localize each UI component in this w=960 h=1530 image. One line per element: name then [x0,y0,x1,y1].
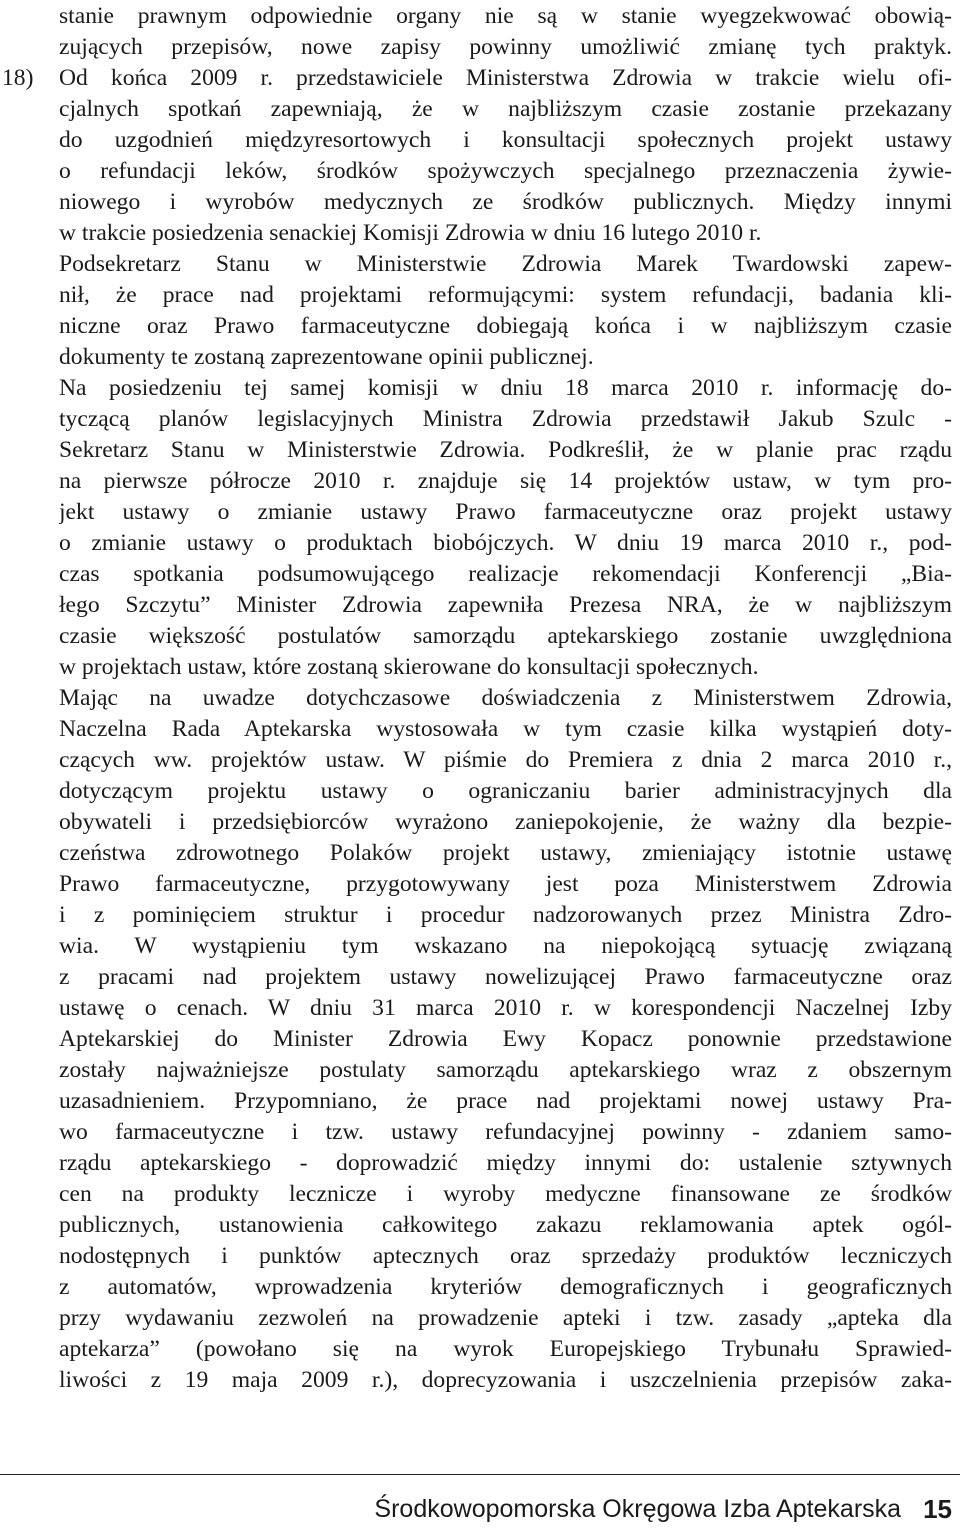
text-line: w trakcie posiedzenia senackiej Komisji Zdrowia w dniu 16 lutego 2010 r. [59,220,762,246]
text-line: do uzgodnień międzyresortowych i konsultacji społecznych projekt ustawy [59,127,952,153]
text-line: w projektach ustaw, które zostaną skierowane do konsultacji społecznych. [59,654,759,680]
text-line: o refundacji leków, środków spożywczych specjalnego przeznaczenia żywie- [59,158,952,184]
text-line: Od końca 2009 r. przedstawiciele Ministerstwa Zdrowia w trakcie wielu ofi- [59,65,952,91]
text-line: czas spotkania podsumowującego realizacje rekomendacji Konferencji „Bia- [59,561,952,587]
text-line: cen na produkty lecznicze i wyroby medyczne finansowane ze środków [59,1181,952,1207]
text-line: publicznych, ustanowienia całkowitego zakazu reklamowania aptek ogól- [59,1212,952,1238]
text-line: niowego i wyrobów medycznych ze środków publicznych. Między innymi [59,189,952,215]
text-line: nił, że prace nad projektami reformującymi: system refundacji, badania kli- [59,282,952,308]
text-line: o zmianie ustawy o produktach biobójczych. W dniu 19 marca 2010 r., pod- [59,530,952,556]
text-line: łego Szczytu” Minister Zdrowia zapewniła Prezesa NRA, że w najbliższym [59,592,952,618]
text-line: czeństwa zdrowotnego Polaków projekt ustawy, zmieniający istotnie ustawę [59,840,952,866]
text-line: przy wydawaniu zezwoleń na prowadzenie apteki i tzw. zasady „apteka dla [59,1305,952,1331]
text-line: z automatów, wprowadzenia kryteriów demograficznych i geograficznych [59,1274,952,1300]
text-line: na pierwsze półrocze 2010 r. znajduje się 14 projektów ustaw, w tym pro- [59,468,952,494]
text-line: ustawę o cenach. W dniu 31 marca 2010 r. w korespondencji Naczelnej Izby [59,995,952,1021]
text-line: jekt ustawy o zmianie ustawy Prawo farmaceutyczne oraz projekt ustawy [59,499,952,525]
text-line: Podsekretarz Stanu w Ministerstwie Zdrowia Marek Twardowski zapew- [59,251,952,277]
text-line: nodostępnych i punktów aptecznych oraz sprzedaży produktów leczniczych [59,1243,952,1269]
text-line: czasie większość postulatów samorządu aptekarskiego zostanie uwzględniona [59,623,952,649]
text-line: tyczącą planów legislacyjnych Ministra Zdrowia przedstawił Jakub Szulc - [59,406,952,432]
text-line: niczne oraz Prawo farmaceutyczne dobiegają końca i w najbliższym czasie [59,313,952,339]
text-line: Naczelna Rada Aptekarska wystosowała w tym czasie kilka wystąpień doty- [59,716,952,742]
footer-publication-title: Środkowopomorska Okręgowa Izba Aptekarska [374,1495,902,1523]
text-line: i z pominięciem struktur i procedur nadzorowanych przez Ministra Zdro- [59,902,952,928]
text-line: Sekretarz Stanu w Ministerstwie Zdrowia. Podkreślił, że w planie prac rządu [59,437,952,463]
text-line: czących ww. projektów ustaw. W piśmie do Premiera z dnia 2 marca 2010 r., [59,747,952,773]
page-number: 15 [923,1494,952,1524]
text-line: wia. W wystąpieniu tym wskazano na niepokojącą sytuację związaną [59,933,952,959]
text-line: obywateli i przedsiębiorców wyrażono zaniepokojenie, że ważny dla bezpie- [59,809,952,835]
text-line: cjalnych spotkań zapewniają, że w najbliższym czasie zostanie przekazany [59,96,952,122]
text-line: dokumenty te zostaną zaprezentowane opinii publicznej. [59,344,594,370]
text-line: wo farmaceutyczne i tzw. ustawy refundacyjnej powinny - zdaniem samo- [59,1119,952,1145]
text-line: liwości z 19 maja 2009 r.), doprecyzowania i uszczelnienia przepisów zaka- [59,1367,952,1393]
text-line: zujących przepisów, nowe zapisy powinny umożliwić zmianę tych praktyk. [59,34,952,60]
text-line: dotyczącym projektu ustawy o ograniczaniu barier administracyjnych dla [59,778,952,804]
text-line: z pracami nad projektem ustawy nowelizującej Prawo farmaceutyczne oraz [59,964,952,990]
footer-divider [0,1474,960,1475]
text-line: Na posiedzeniu tej samej komisji w dniu 18 marca 2010 r. informację do- [59,375,952,401]
text-line: rządu aptekarskiego - doprowadzić między innymi do: ustalenie sztywnych [59,1150,952,1176]
text-line: stanie prawnym odpowiednie organy nie są w stanie wyegzekwować obowią- [59,3,952,29]
text-line: uzasadnieniem. Przypomniano, że prace nad projektami nowej ustawy Pra- [59,1088,952,1114]
text-line: Prawo farmaceutyczne, przygotowywany jest poza Ministerstwem Zdrowia [59,871,952,897]
page-footer [374,1493,952,1525]
text-line: zostały najważniejsze postulaty samorządu aptekarskiego wraz z obszernym [59,1057,952,1083]
text-line: Mając na uwadze dotychczasowe doświadczenia z Ministerstwem Zdrowia, [59,685,952,711]
text-line: Aptekarskiej do Minister Zdrowia Ewy Kopacz ponownie przedstawione [59,1026,952,1052]
text-line: aptekarza” (powołano się na wyrok Europejskiego Trybunału Sprawied- [59,1336,952,1362]
list-item-number: 18) [2,65,34,91]
